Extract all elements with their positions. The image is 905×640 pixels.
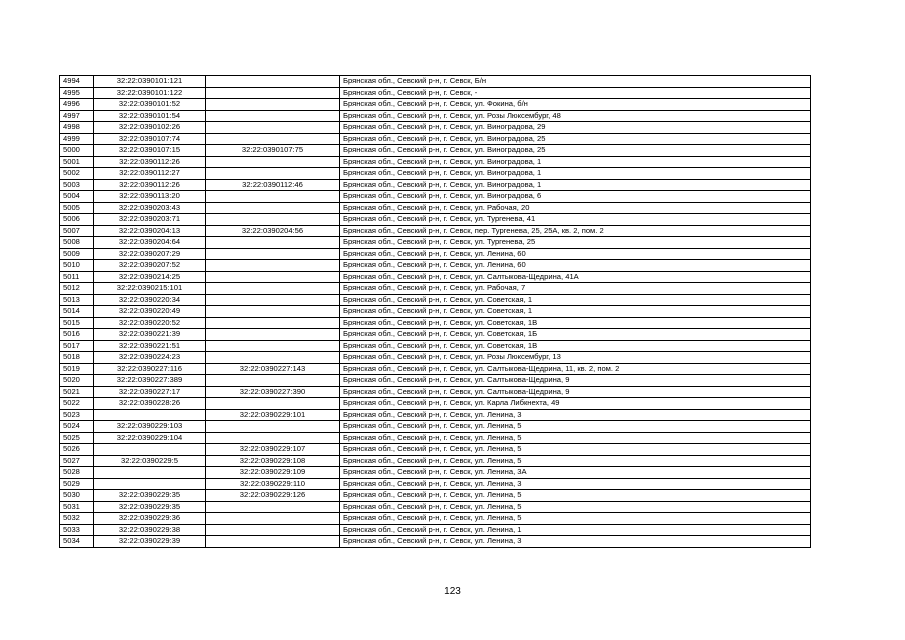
address: Брянская обл., Севский р-н, г. Севск, ул. Ленина, 3 [340,478,811,490]
table-row [60,501,811,513]
linked-cadastral-number [206,191,340,203]
cadastral-number: 32:22:0390229:36 [94,513,206,525]
table-row [60,260,811,272]
linked-cadastral-number [206,398,340,410]
address: Брянская обл., Севский р-н, г. Севск, ул. Карла Либкнехта, 49 [340,398,811,410]
linked-cadastral-number [206,375,340,387]
table-row [60,421,811,433]
linked-cadastral-number [206,432,340,444]
address: Брянская обл., Севский р-н, г. Севск, ул. Советская, 1Б [340,329,811,341]
linked-cadastral-number [206,260,340,272]
cadastral-number: 32:22:0390220:49 [94,306,206,318]
row-number: 5032 [60,513,94,525]
table-row [60,409,811,421]
table-row [60,271,811,283]
row-number: 5034 [60,536,94,548]
cadastral-number: 32:22:0390102:26 [94,122,206,134]
row-number: 5025 [60,432,94,444]
address: Брянская обл., Севский р-н, г. Севск, ул. Ленина, 5 [340,490,811,502]
table-row [60,179,811,191]
row-number: 5015 [60,317,94,329]
cadastral-table [59,75,811,548]
linked-cadastral-number: 32:22:0390227:390 [206,386,340,398]
row-number: 5020 [60,375,94,387]
table-row [60,375,811,387]
address: Брянская обл., Севский р-н, г. Севск, ул. Советская, 1В [340,317,811,329]
table-row [60,168,811,180]
table-row [60,202,811,214]
row-number: 5023 [60,409,94,421]
address: Брянская обл., Севский р-н, г. Севск, ул. Советская, 1 [340,306,811,318]
table-row [60,87,811,99]
row-number: 5026 [60,444,94,456]
address: Брянская обл., Севский р-н, г. Севск, ул. Салтыкова-Щедрина, 9 [340,375,811,387]
table-row [60,386,811,398]
address: Брянская обл., Севский р-н, г. Севск, ул. Ленина, 5 [340,432,811,444]
linked-cadastral-number [206,536,340,548]
row-number: 5029 [60,478,94,490]
linked-cadastral-number: 32:22:0390229:108 [206,455,340,467]
cadastral-number: 32:22:0390221:51 [94,340,206,352]
cadastral-number: 32:22:0390227:116 [94,363,206,375]
cadastral-number: 32:22:0390229:39 [94,536,206,548]
cadastral-number: 32:22:0390112:27 [94,168,206,180]
address: Брянская обл., Севский р-н, г. Севск, ул. Ленина, 5 [340,513,811,525]
row-number: 4996 [60,99,94,111]
linked-cadastral-number [206,306,340,318]
row-number: 5008 [60,237,94,249]
row-number: 5022 [60,398,94,410]
row-number: 5010 [60,260,94,272]
address: Брянская обл., Севский р-н, г. Севск, пер. Тургенева, 25, 25А, кв. 2, пом. 2 [340,225,811,237]
row-number: 4998 [60,122,94,134]
table-row [60,133,811,145]
address: Брянская обл., Севский р-н, г. Севск, ул. Рабочая, 20 [340,202,811,214]
row-number: 5006 [60,214,94,226]
linked-cadastral-number: 32:22:0390107:75 [206,145,340,157]
table-row [60,329,811,341]
table-row [60,432,811,444]
cadastral-number: 32:22:0390227:17 [94,386,206,398]
address: Брянская обл., Севский р-н, г. Севск, ул. Ленина, 5 [340,444,811,456]
table-row [60,306,811,318]
address: Брянская обл., Севский р-н, г. Севск, ул. Ленина, 3А [340,467,811,479]
address: Брянская обл., Севский р-н, г. Севск, ул. Ленина, 3 [340,536,811,548]
linked-cadastral-number [206,352,340,364]
table-row [60,294,811,306]
table-row [60,283,811,295]
table-row [60,156,811,168]
linked-cadastral-number [206,168,340,180]
row-number: 5002 [60,168,94,180]
table-row [60,467,811,479]
address: Брянская обл., Севский р-н, г. Севск, ул. Рабочая, 7 [340,283,811,295]
address: Брянская обл., Севский р-н, г. Севск, ул. Ленина, 60 [340,260,811,272]
cadastral-number [94,409,206,421]
cadastral-number: 32:22:0390112:26 [94,156,206,168]
table-row [60,490,811,502]
row-number: 5027 [60,455,94,467]
row-number: 5033 [60,524,94,536]
address: Брянская обл., Севский р-н, г. Севск, - [340,87,811,99]
row-number: 5003 [60,179,94,191]
row-number: 4999 [60,133,94,145]
row-number: 5030 [60,490,94,502]
cadastral-number: 32:22:0390204:13 [94,225,206,237]
table-row [60,99,811,111]
table-row [60,237,811,249]
address: Брянская обл., Севский р-н, г. Севск, ул. Розы Люксембург, 48 [340,110,811,122]
cadastral-number: 32:22:0390101:52 [94,99,206,111]
cadastral-number: 32:22:0390227:389 [94,375,206,387]
linked-cadastral-number [206,294,340,306]
cadastral-number: 32:22:0390228:26 [94,398,206,410]
address: Брянская обл., Севский р-н, г. Севск, ул. Салтыкова-Щедрина, 9 [340,386,811,398]
cadastral-number: 32:22:0390207:52 [94,260,206,272]
cadastral-number: 32:22:0390229:104 [94,432,206,444]
linked-cadastral-number [206,283,340,295]
cadastral-number: 32:22:0390101:121 [94,76,206,88]
address: Брянская обл., Севский р-н, г. Севск, ул. Розы Люксембург, 13 [340,352,811,364]
linked-cadastral-number [206,421,340,433]
cadastral-number: 32:22:0390220:52 [94,317,206,329]
address: Брянская обл., Севский р-н, г. Севск, ул. Виноградова, 1 [340,156,811,168]
table-row [60,363,811,375]
linked-cadastral-number [206,501,340,513]
linked-cadastral-number [206,99,340,111]
row-number: 5017 [60,340,94,352]
cadastral-number: 32:22:0390107:74 [94,133,206,145]
linked-cadastral-number [206,513,340,525]
row-number: 5019 [60,363,94,375]
cadastral-number: 32:22:0390204:64 [94,237,206,249]
table-row [60,352,811,364]
table-row [60,145,811,157]
linked-cadastral-number [206,271,340,283]
table-row [60,536,811,548]
address: Брянская обл., Севский р-н, г. Севск, ул. Ленина, 5 [340,501,811,513]
cadastral-number [94,478,206,490]
row-number: 5012 [60,283,94,295]
linked-cadastral-number [206,122,340,134]
cadastral-number: 32:22:0390113:20 [94,191,206,203]
address: Брянская обл., Севский р-н, г. Севск, ул. Салтыкова-Щедрина, 41А [340,271,811,283]
table-body [60,76,811,548]
table-row [60,122,811,134]
row-number: 5001 [60,156,94,168]
row-number: 5018 [60,352,94,364]
cadastral-number: 32:22:0390224:23 [94,352,206,364]
address: Брянская обл., Севский р-н, г. Севск, ул. Салтыкова-Щедрина, 11, кв. 2, пом. 2 [340,363,811,375]
row-number: 5031 [60,501,94,513]
table-row [60,398,811,410]
row-number: 5011 [60,271,94,283]
row-number: 5016 [60,329,94,341]
linked-cadastral-number: 32:22:0390112:46 [206,179,340,191]
cadastral-number: 32:22:0390215:101 [94,283,206,295]
cadastral-number: 32:22:0390112:26 [94,179,206,191]
cadastral-number [94,467,206,479]
table-row [60,214,811,226]
row-number: 4995 [60,87,94,99]
table-row [60,513,811,525]
row-number: 5024 [60,421,94,433]
address: Брянская обл., Севский р-н, г. Севск, ул. Ленина, 5 [340,455,811,467]
linked-cadastral-number: 32:22:0390229:126 [206,490,340,502]
row-number: 5009 [60,248,94,260]
row-number: 5013 [60,294,94,306]
linked-cadastral-number [206,110,340,122]
row-number: 4994 [60,76,94,88]
address: Брянская обл., Севский р-н, г. Севск, ул. Виноградова, 1 [340,168,811,180]
address: Брянская обл., Севский р-н, г. Севск, ул. Фокина, б/н [340,99,811,111]
cadastral-number: 32:22:0390101:54 [94,110,206,122]
cadastral-number [94,444,206,456]
table-row [60,340,811,352]
row-number: 5028 [60,467,94,479]
linked-cadastral-number [206,214,340,226]
linked-cadastral-number [206,340,340,352]
linked-cadastral-number [206,237,340,249]
cadastral-number: 32:22:0390203:43 [94,202,206,214]
address: Брянская обл., Севский р-н, г. Севск, ул. Тургенева, 41 [340,214,811,226]
address: Брянская обл., Севский р-н, г. Севск, ул. Виноградова, 25 [340,145,811,157]
address: Брянская обл., Севский р-н, г. Севск, ул. Ленина, 5 [340,421,811,433]
address: Брянская обл., Севский р-н, г. Севск, ул. Виноградова, 1 [340,179,811,191]
linked-cadastral-number: 32:22:0390227:143 [206,363,340,375]
cadastral-number: 32:22:0390214:25 [94,271,206,283]
address: Брянская обл., Севский р-н, г. Севск, ул. Советская, 1 [340,294,811,306]
linked-cadastral-number: 32:22:0390229:107 [206,444,340,456]
cadastral-number: 32:22:0390229:5 [94,455,206,467]
cadastral-number: 32:22:0390220:34 [94,294,206,306]
cadastral-number: 32:22:0390229:103 [94,421,206,433]
linked-cadastral-number [206,524,340,536]
linked-cadastral-number [206,202,340,214]
address: Брянская обл., Севский р-н, г. Севск, Б/н [340,76,811,88]
linked-cadastral-number: 32:22:0390229:110 [206,478,340,490]
table-row [60,455,811,467]
address: Брянская обл., Севский р-н, г. Севск, ул. Виноградова, 6 [340,191,811,203]
linked-cadastral-number [206,248,340,260]
address: Брянская обл., Севский р-н, г. Севск, ул. Советская, 1В [340,340,811,352]
table-row [60,524,811,536]
table-row [60,444,811,456]
linked-cadastral-number: 32:22:0390229:101 [206,409,340,421]
address: Брянская обл., Севский р-н, г. Севск, ул. Ленина, 60 [340,248,811,260]
row-number: 5021 [60,386,94,398]
address: Брянская обл., Севский р-н, г. Севск, ул. Тургенева, 25 [340,237,811,249]
cadastral-number: 32:22:0390207:29 [94,248,206,260]
cadastral-number: 32:22:0390229:38 [94,524,206,536]
row-number: 5014 [60,306,94,318]
page-number: 123 [444,586,461,597]
row-number: 4997 [60,110,94,122]
cadastral-number: 32:22:0390221:39 [94,329,206,341]
cadastral-number: 32:22:0390229:35 [94,501,206,513]
linked-cadastral-number: 32:22:0390204:56 [206,225,340,237]
address: Брянская обл., Севский р-н, г. Севск, ул. Ленина, 1 [340,524,811,536]
row-number: 5007 [60,225,94,237]
row-number: 5004 [60,191,94,203]
row-number: 5005 [60,202,94,214]
table-row [60,248,811,260]
cadastral-number: 32:22:0390101:122 [94,87,206,99]
table-row [60,110,811,122]
row-number: 5000 [60,145,94,157]
table-row [60,191,811,203]
linked-cadastral-number [206,87,340,99]
cadastral-number: 32:22:0390107:15 [94,145,206,157]
address: Брянская обл., Севский р-н, г. Севск, ул. Ленина, 3 [340,409,811,421]
linked-cadastral-number [206,329,340,341]
linked-cadastral-number [206,317,340,329]
linked-cadastral-number: 32:22:0390229:109 [206,467,340,479]
linked-cadastral-number [206,76,340,88]
cadastral-number: 32:22:0390229:35 [94,490,206,502]
table-row [60,76,811,88]
cadastral-number: 32:22:0390203:71 [94,214,206,226]
address: Брянская обл., Севский р-н, г. Севск, ул. Виноградова, 25 [340,133,811,145]
table-row [60,317,811,329]
table-row [60,225,811,237]
address: Брянская обл., Севский р-н, г. Севск, ул. Виноградова, 29 [340,122,811,134]
table-row [60,478,811,490]
linked-cadastral-number [206,133,340,145]
linked-cadastral-number [206,156,340,168]
